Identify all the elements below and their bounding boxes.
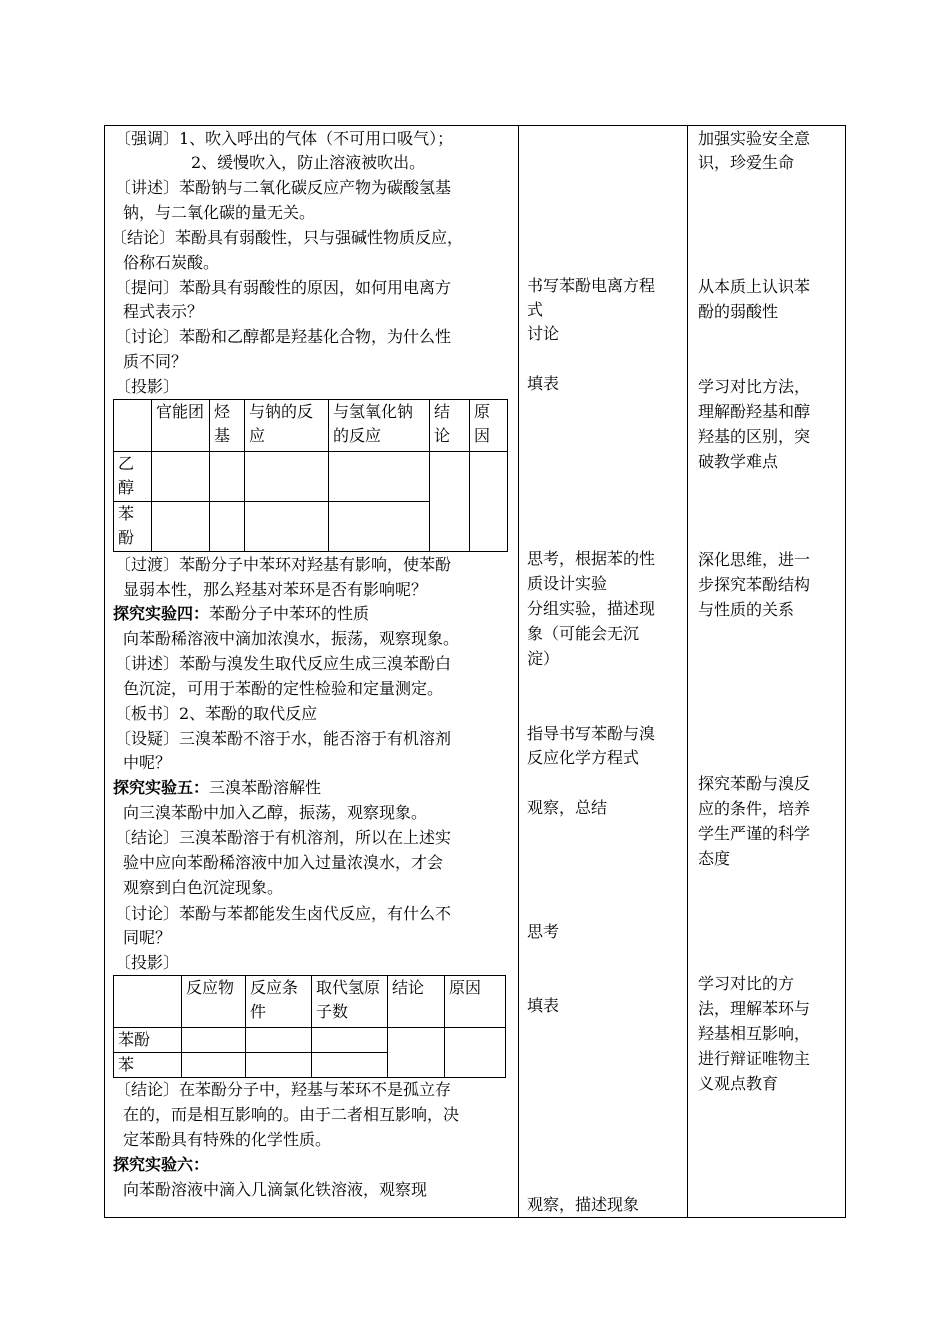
text-line: 质不同？ <box>123 352 188 371</box>
text-line: 填表 <box>527 374 560 393</box>
text-line: 指导书写苯酚与溴 <box>527 724 656 743</box>
text-line: 理解酚羟基和醇 <box>698 402 811 421</box>
text-line: 中呢？ <box>123 753 172 772</box>
text-line: 思考 <box>527 922 560 941</box>
text-line: 加强实验安全意 <box>698 129 811 148</box>
table-header: 与钠的反应 <box>245 400 329 452</box>
text-line: 验中应向苯酚稀溶液中加入过量浓溴水，才会 <box>123 853 444 872</box>
text-line: 程式表示？ <box>123 302 204 321</box>
table-cell <box>210 502 245 552</box>
text-line: 〔提问〕苯酚具有弱酸性的原因，如何用电离方 <box>115 278 452 297</box>
text-line: 进行辩证唯物主 <box>698 1049 811 1068</box>
text-line: 识，珍爱生命 <box>698 153 795 172</box>
text-line: 〔投影〕 <box>115 377 180 396</box>
text-line: 与性质的关系 <box>698 600 795 619</box>
column-teacher-activity <box>105 126 519 1217</box>
text-line: 〔结论〕三溴苯酚溶于有机溶剂，所以在上述实 <box>115 828 452 847</box>
table-cell <box>210 452 245 502</box>
text-line: 〔结论〕在苯酚分子中，羟基与苯环不是孤立存 <box>115 1080 452 1099</box>
text-line: 步探究苯酚结构 <box>698 575 811 594</box>
table-corner <box>114 400 152 452</box>
table-cell <box>329 452 430 502</box>
text-line: 俗称石炭酸。 <box>123 253 220 272</box>
text-line: 义观点教育 <box>698 1074 779 1093</box>
text-line: 式 <box>527 300 544 319</box>
text-line: 〔讨论〕苯酚与苯都能发生卤代反应，有什么不 <box>115 904 452 923</box>
table-cell <box>246 1028 312 1053</box>
text-line: 〔结论〕苯酚具有弱酸性，只与强碱性物质反应， <box>111 228 464 247</box>
table-header: 原因 <box>470 400 508 452</box>
table-header: 烃基 <box>210 400 245 452</box>
text-line: 破教学难点 <box>698 452 779 471</box>
text-line: 〔讨论〕苯酚和乙醇都是羟基化合物，为什么性 <box>115 327 452 346</box>
column-student-activity <box>519 126 688 1217</box>
table-cell <box>312 1028 388 1053</box>
table-header: 官能团 <box>152 400 210 452</box>
text-line: 学生严谨的科学 <box>698 824 811 843</box>
table-cell <box>245 452 329 502</box>
text-line: 〔投影〕 <box>115 953 180 972</box>
text-line: 〔讲述〕苯酚钠与二氧化碳反应产物为碳酸氢基 <box>115 178 452 197</box>
text-line: 学习对比的方 <box>698 974 795 993</box>
text-line: 质设计实验 <box>527 574 608 593</box>
experiment-5-subject: 三溴苯酚溶解性 <box>209 778 322 797</box>
text-line: 〔设疑〕三溴苯酚不溶于水，能否溶于有机溶剂 <box>115 729 452 748</box>
table-header: 结论 <box>388 976 445 1028</box>
text-line: 反应化学方程式 <box>527 748 640 767</box>
table-header: 与氢氧化钠的反应 <box>329 400 430 452</box>
table-cell <box>245 502 329 552</box>
experiment-4-heading <box>113 602 369 626</box>
text-line: 从本质上认识苯 <box>698 277 811 296</box>
table-cell <box>312 1053 388 1078</box>
text-line: 〔讲述〕苯酚与溴发生取代反应生成三溴苯酚白 <box>115 654 452 673</box>
text-line: 〔板书〕2、苯酚的取代反应 <box>115 704 318 723</box>
table-cell <box>182 1028 246 1053</box>
table-cell <box>182 1053 246 1078</box>
text-line: 同呢？ <box>123 928 172 947</box>
text-line: 态度 <box>698 849 731 868</box>
column-design-intent <box>688 126 845 1217</box>
text-line: 深化思维，进一 <box>698 550 811 569</box>
text-line: 填表 <box>527 996 560 1015</box>
text-line: 在的，而是相互影响的。由于二者相互影响，决 <box>123 1105 460 1124</box>
text-line: 2、缓慢吹入，防止溶液被吹出。 <box>191 153 426 172</box>
text-line: 讨论 <box>527 324 560 343</box>
text-line: 羟基的区别，突 <box>698 427 811 446</box>
text-line: 观察，描述现象 <box>527 1195 640 1214</box>
text-line: 观察，总结 <box>527 798 608 817</box>
lesson-table <box>104 125 846 1218</box>
text-line: 探究苯酚与溴反 <box>698 774 811 793</box>
table-cell <box>246 1053 312 1078</box>
table-cell <box>430 452 470 552</box>
text-line: 〔强调〕1、吹入呼出的气体（不可用口吸气）； <box>115 129 454 148</box>
experiment-4-subject: 苯酚分子中苯环的性质 <box>209 604 370 623</box>
experiment-6-title: 探究实验六： <box>113 1155 210 1174</box>
table-header: 结论 <box>430 400 470 452</box>
text-line: 观察到白色沉淀现象。 <box>123 878 284 897</box>
text-line: 书写苯酚电离方程 <box>527 276 656 295</box>
text-line: 酚的弱酸性 <box>698 302 779 321</box>
text-line: 色沉淀，可用于苯酚的定性检验和定量测定。 <box>123 679 444 698</box>
experiment-4-title: 探究实验四： <box>113 604 210 623</box>
table-header: 取代氢原子数 <box>312 976 388 1028</box>
text-line: 向三溴苯酚中加入乙醇，振荡，观察现象。 <box>123 803 428 822</box>
text-line: 钠，与二氧化碳的量无关。 <box>123 203 316 222</box>
table-row-label: 乙醇 <box>114 452 152 502</box>
table-header: 反应物 <box>182 976 246 1028</box>
text-line: 淀） <box>527 649 560 668</box>
table-cell <box>470 452 508 552</box>
table-cell <box>152 502 210 552</box>
table-corner <box>114 976 182 1028</box>
text-line: 思考，根据苯的性 <box>527 549 656 568</box>
table-cell <box>388 1028 445 1078</box>
table-row-label: 苯 <box>114 1053 182 1078</box>
table-cell <box>329 502 430 552</box>
comparison-table-phenol-benzene <box>113 975 506 1078</box>
table-cell <box>152 452 210 502</box>
text-line: 象（可能会无沉 <box>527 624 640 643</box>
text-line: 定苯酚具有特殊的化学性质。 <box>123 1130 332 1149</box>
text-line: 分组实验，描述现 <box>527 599 656 618</box>
experiment-5-title: 探究实验五： <box>113 778 210 797</box>
table-header: 反应条件 <box>246 976 312 1028</box>
experiment-5-heading <box>113 776 321 800</box>
table-row-label: 苯酚 <box>114 1028 182 1053</box>
text-line: 羟基相互影响， <box>698 1024 811 1043</box>
text-line: 应的条件，培养 <box>698 799 811 818</box>
text-line: 法，理解苯环与 <box>698 999 811 1018</box>
table-header: 原因 <box>445 976 506 1028</box>
comparison-table-ethanol-phenol <box>113 399 508 552</box>
text-line: 学习对比方法， <box>698 377 811 396</box>
table-cell <box>445 1028 506 1078</box>
text-line: 向苯酚溶液中滴入几滴氯化铁溶液，观察现 <box>123 1180 428 1199</box>
text-line: 〔过渡〕苯酚分子中苯环对羟基有影响，使苯酚 <box>115 555 452 574</box>
text-line: 显弱本性，那么羟基对苯环是否有影响呢？ <box>123 580 428 599</box>
table-row-label: 苯酚 <box>114 502 152 552</box>
text-line: 向苯酚稀溶液中滴加浓溴水，振荡，观察现象。 <box>123 629 460 648</box>
